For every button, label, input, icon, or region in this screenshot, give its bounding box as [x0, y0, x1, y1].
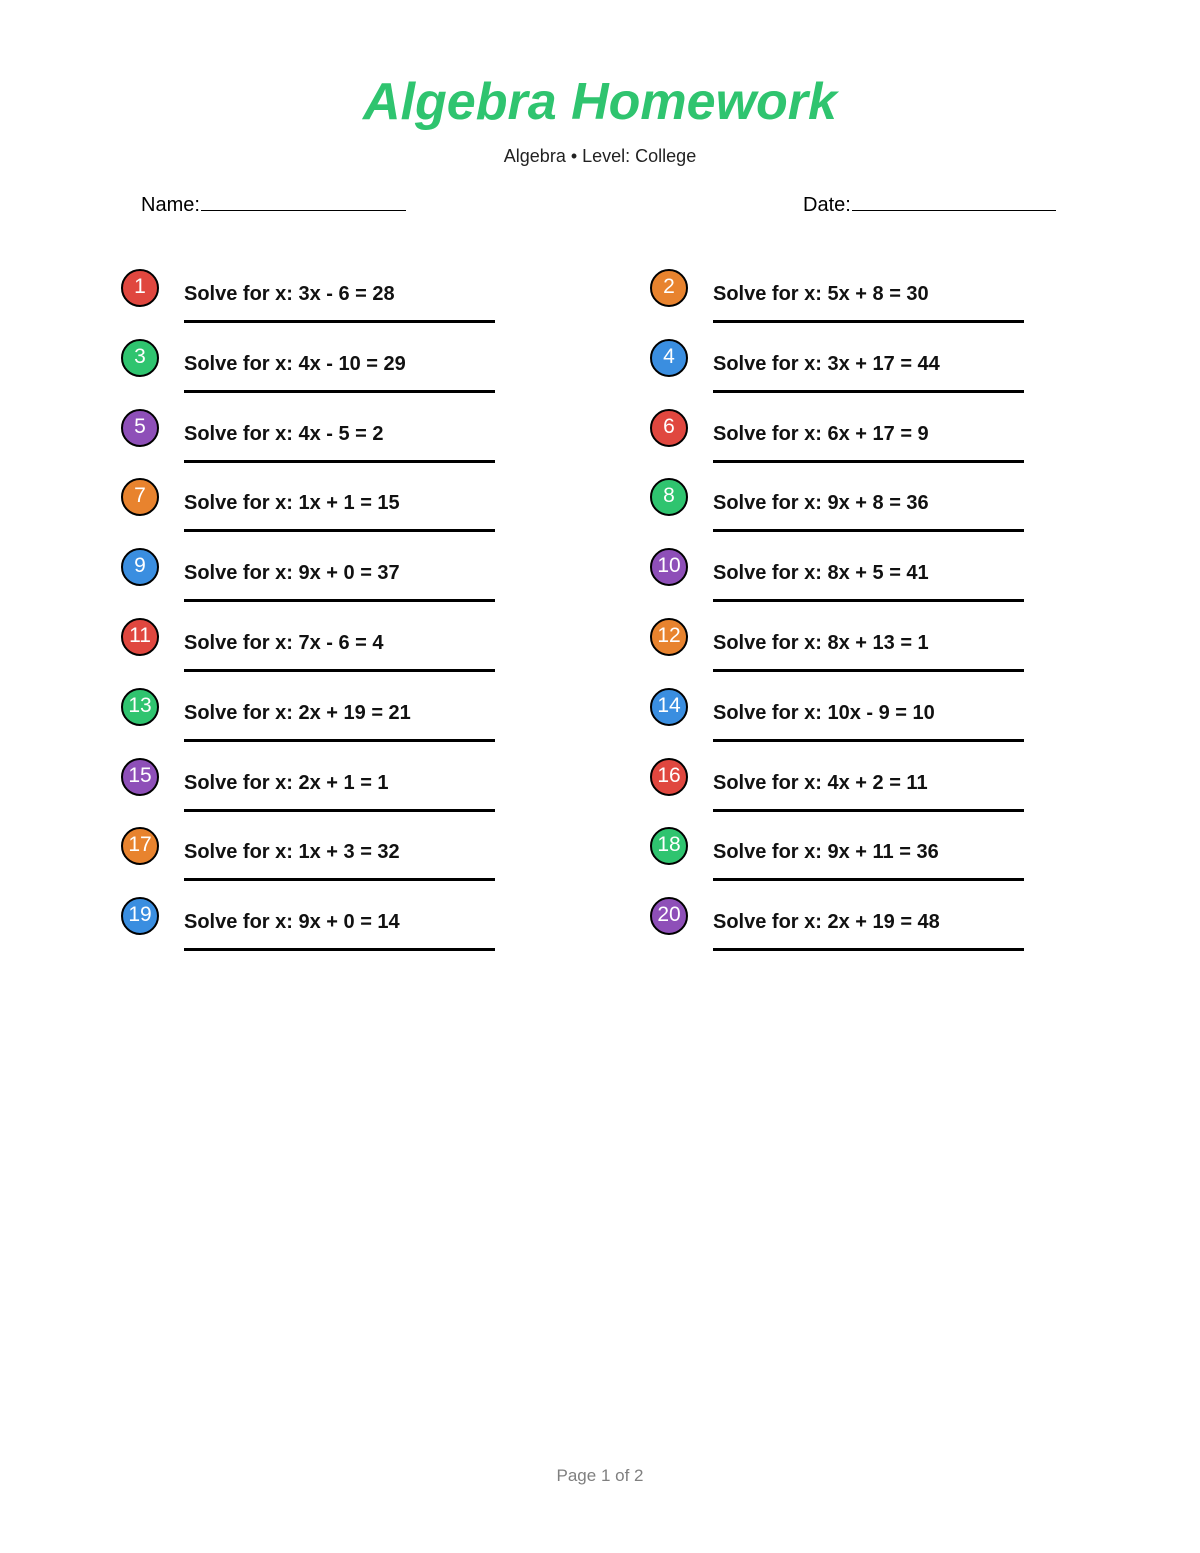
answer-line[interactable] — [713, 390, 1024, 393]
problem-item-12 — [650, 618, 1070, 688]
answer-line[interactable] — [184, 948, 495, 951]
problem-prompt: Solve for x: 4x - 10 = 29 — [184, 352, 406, 375]
answer-line[interactable] — [184, 809, 495, 812]
answer-line[interactable] — [713, 948, 1024, 951]
worksheet-subtitle: Algebra • Level: College — [503, 146, 697, 166]
problem-number-badge: 2 — [650, 269, 688, 307]
date-field[interactable] — [803, 192, 1056, 217]
problem-number-badge: 12 — [650, 618, 688, 656]
problem-number-badge: 1 — [121, 269, 159, 307]
problem-prompt: Solve for x: 10x - 9 = 10 — [713, 701, 935, 724]
problem-item-17 — [121, 827, 541, 897]
problem-item-11 — [121, 618, 541, 688]
answer-line[interactable] — [713, 320, 1024, 323]
date-label: Date: — [803, 194, 851, 216]
problem-prompt: Solve for x: 8x + 5 = 41 — [713, 562, 929, 585]
problem-prompt: Solve for x: 4x + 2 = 11 — [713, 771, 928, 794]
problem-item-16 — [650, 758, 1070, 828]
problem-prompt: Solve for x: 3x - 6 = 28 — [184, 283, 395, 305]
name-label: Name: — [141, 194, 200, 216]
answer-line[interactable] — [184, 529, 495, 532]
name-field[interactable] — [141, 192, 406, 217]
answer-line[interactable] — [713, 669, 1024, 672]
problem-item-7 — [121, 478, 541, 548]
problem-number-badge: 15 — [121, 758, 159, 796]
problem-number-badge: 14 — [650, 688, 688, 726]
problem-item-9 — [121, 548, 541, 618]
problem-number-badge: 11 — [121, 618, 159, 656]
problem-item-13 — [121, 688, 541, 758]
problem-number-badge: 18 — [650, 827, 688, 865]
problem-prompt: Solve for x: 9x + 8 = 36 — [713, 492, 929, 515]
answer-line[interactable] — [713, 460, 1024, 463]
problem-number-badge: 13 — [121, 688, 159, 726]
problem-number-badge: 16 — [650, 758, 688, 796]
problem-number-badge: 10 — [650, 548, 688, 586]
problem-number-badge: 19 — [121, 897, 159, 935]
problem-item-6 — [650, 409, 1070, 479]
problem-item-4 — [650, 339, 1070, 409]
answer-line[interactable] — [713, 878, 1024, 881]
problem-number-badge: 17 — [121, 827, 159, 865]
answer-line[interactable] — [713, 599, 1024, 602]
problem-prompt: Solve for x: 4x - 5 = 2 — [184, 422, 384, 445]
problem-number-badge: 9 — [121, 548, 159, 586]
page-number: Page 1 of 2 — [556, 1466, 644, 1485]
problem-item-14 — [650, 688, 1070, 758]
problem-item-3 — [121, 339, 541, 409]
answer-line[interactable] — [184, 599, 495, 602]
answer-line[interactable] — [184, 460, 495, 463]
answer-line[interactable] — [713, 529, 1024, 532]
problem-number-badge: 7 — [121, 478, 159, 516]
problem-prompt: Solve for x: 7x - 6 = 4 — [184, 632, 384, 654]
answer-line[interactable] — [184, 320, 495, 323]
problem-prompt: Solve for x: 9x + 0 = 37 — [184, 562, 400, 585]
problem-prompt: Solve for x: 2x + 19 = 48 — [713, 911, 940, 934]
problem-prompt: Solve for x: 8x + 13 = 1 — [713, 632, 929, 654]
problem-item-19 — [121, 897, 541, 967]
problem-item-18 — [650, 827, 1070, 897]
problem-number-badge: 8 — [650, 478, 688, 516]
date-blank-line[interactable] — [852, 192, 1056, 211]
problem-number-badge: 3 — [121, 339, 159, 377]
problem-prompt: Solve for x: 5x + 8 = 30 — [713, 283, 929, 305]
problem-prompt: Solve for x: 1x + 1 = 15 — [184, 492, 400, 515]
worksheet-title: Algebra Homework — [363, 73, 837, 131]
problem-item-5 — [121, 409, 541, 479]
problem-item-2 — [650, 269, 1070, 339]
answer-line[interactable] — [713, 809, 1024, 812]
answer-line[interactable] — [184, 739, 495, 742]
problem-prompt: Solve for x: 1x + 3 = 32 — [184, 841, 400, 864]
problem-item-8 — [650, 478, 1070, 548]
answer-line[interactable] — [184, 878, 495, 881]
problem-item-1 — [121, 269, 541, 339]
problem-prompt: Solve for x: 3x + 17 = 44 — [713, 352, 940, 375]
answer-line[interactable] — [713, 739, 1024, 742]
problem-item-20 — [650, 897, 1070, 967]
problem-item-10 — [650, 548, 1070, 618]
problem-number-badge: 5 — [121, 409, 159, 447]
problem-number-badge: 6 — [650, 409, 688, 447]
problem-item-15 — [121, 758, 541, 828]
problem-prompt: Solve for x: 2x + 1 = 1 — [184, 771, 389, 794]
problem-prompt: Solve for x: 9x + 0 = 14 — [184, 911, 400, 934]
answer-line[interactable] — [184, 390, 495, 393]
problem-prompt: Solve for x: 6x + 17 = 9 — [713, 422, 929, 445]
answer-line[interactable] — [184, 669, 495, 672]
name-blank-line[interactable] — [201, 192, 406, 211]
problem-number-badge: 20 — [650, 897, 688, 935]
problem-number-badge: 4 — [650, 339, 688, 377]
problem-prompt: Solve for x: 2x + 19 = 21 — [184, 701, 411, 724]
problem-prompt: Solve for x: 9x + 11 = 36 — [713, 841, 939, 864]
